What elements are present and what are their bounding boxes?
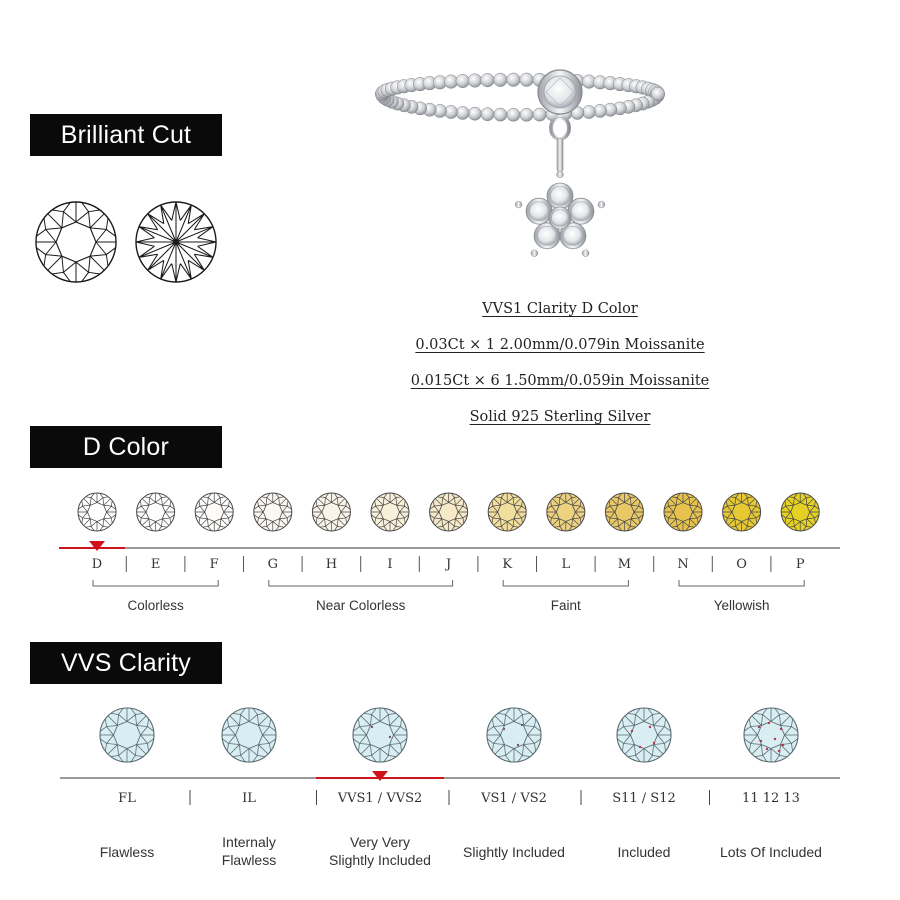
color-group-label: Near Colorless — [316, 598, 406, 613]
clarity-description: Slightly Included — [463, 844, 565, 860]
diamond-icon — [487, 708, 541, 762]
diamond-icon — [605, 493, 643, 531]
color-grade-label: G — [267, 557, 278, 572]
diamond-icon — [781, 493, 819, 531]
color-grade-label: E — [150, 557, 161, 572]
brilliant-cut-diagrams — [30, 198, 230, 288]
clarity-description: Flawless — [221, 852, 277, 868]
diamond-icon — [723, 493, 761, 531]
spec-metal: Solid 925 Sterling Silver — [469, 409, 651, 425]
color-grade-label: M — [617, 557, 632, 572]
brilliant-cut-pavilion-icon — [136, 202, 216, 282]
diamond-icon — [312, 493, 350, 531]
diamond-icon — [617, 708, 671, 762]
spec-center-stone: 0.03Ct × 1 2.00mm/0.079in Moissanite — [415, 337, 705, 353]
color-grade-label: N — [677, 557, 689, 572]
color-group-label: Colorless — [127, 598, 184, 613]
clarity-grade-label: VVS1 / VVS2 — [337, 791, 423, 806]
color-group-label: Faint — [550, 598, 581, 613]
clarity-grade-label: IL — [242, 791, 256, 806]
vvs-clarity-header: VVS Clarity — [30, 642, 222, 684]
clarity-description: Slightly Included — [329, 852, 431, 868]
diamond-icon — [371, 493, 409, 531]
ring-image — [370, 52, 670, 297]
color-grade-label: J — [445, 557, 452, 572]
diamond-icon — [547, 493, 585, 531]
clarity-grade-label: S11 / S12 — [612, 791, 676, 806]
diamond-icon — [353, 708, 407, 762]
color-grade-label: F — [209, 557, 219, 572]
diamond-icon — [430, 493, 468, 531]
clarity-grade-label: 11 12 13 — [742, 791, 800, 806]
diamond-icon — [744, 708, 798, 762]
brilliant-cut-crown-icon — [36, 202, 116, 282]
diamond-icon — [664, 493, 702, 531]
color-grade-label: H — [325, 557, 338, 572]
diamond-icon — [254, 493, 292, 531]
diamond-icon — [222, 708, 276, 762]
clarity-description: Internaly — [222, 834, 276, 850]
color-grade-label: I — [387, 557, 393, 572]
spec-side-stones: 0.015Ct × 6 1.50mm/0.059in Moissanite — [410, 373, 710, 389]
color-grade-label: D — [91, 557, 103, 572]
diamond-icon — [195, 493, 233, 531]
clarity-description: Included — [617, 844, 671, 860]
clarity-scale — [0, 695, 900, 885]
color-grade-label: K — [502, 557, 513, 572]
clarity-description: Flawless — [99, 844, 155, 860]
brilliant-cut-header: Brilliant Cut — [30, 114, 222, 156]
d-color-header: D Color — [30, 426, 222, 468]
color-group-label: Yellowish — [713, 598, 770, 613]
heart-marker-icon — [372, 771, 388, 781]
diamond-icon — [78, 493, 116, 531]
clarity-description: Lots Of Included — [720, 844, 822, 860]
diamond-icon — [137, 493, 175, 531]
clarity-grade-label: VS1 / VS2 — [481, 791, 547, 806]
color-grade-label: O — [736, 557, 747, 572]
color-scale — [0, 480, 900, 630]
heart-marker-icon — [89, 541, 105, 551]
clarity-grade-label: FL — [118, 791, 136, 806]
diamond-icon — [100, 708, 154, 762]
color-grade-label: L — [561, 557, 571, 572]
spec-clarity-color: VVS1 Clarity D Color — [482, 301, 638, 317]
diamond-icon — [488, 493, 526, 531]
clarity-description: Very Very — [350, 834, 410, 850]
color-grade-label: P — [795, 557, 805, 572]
